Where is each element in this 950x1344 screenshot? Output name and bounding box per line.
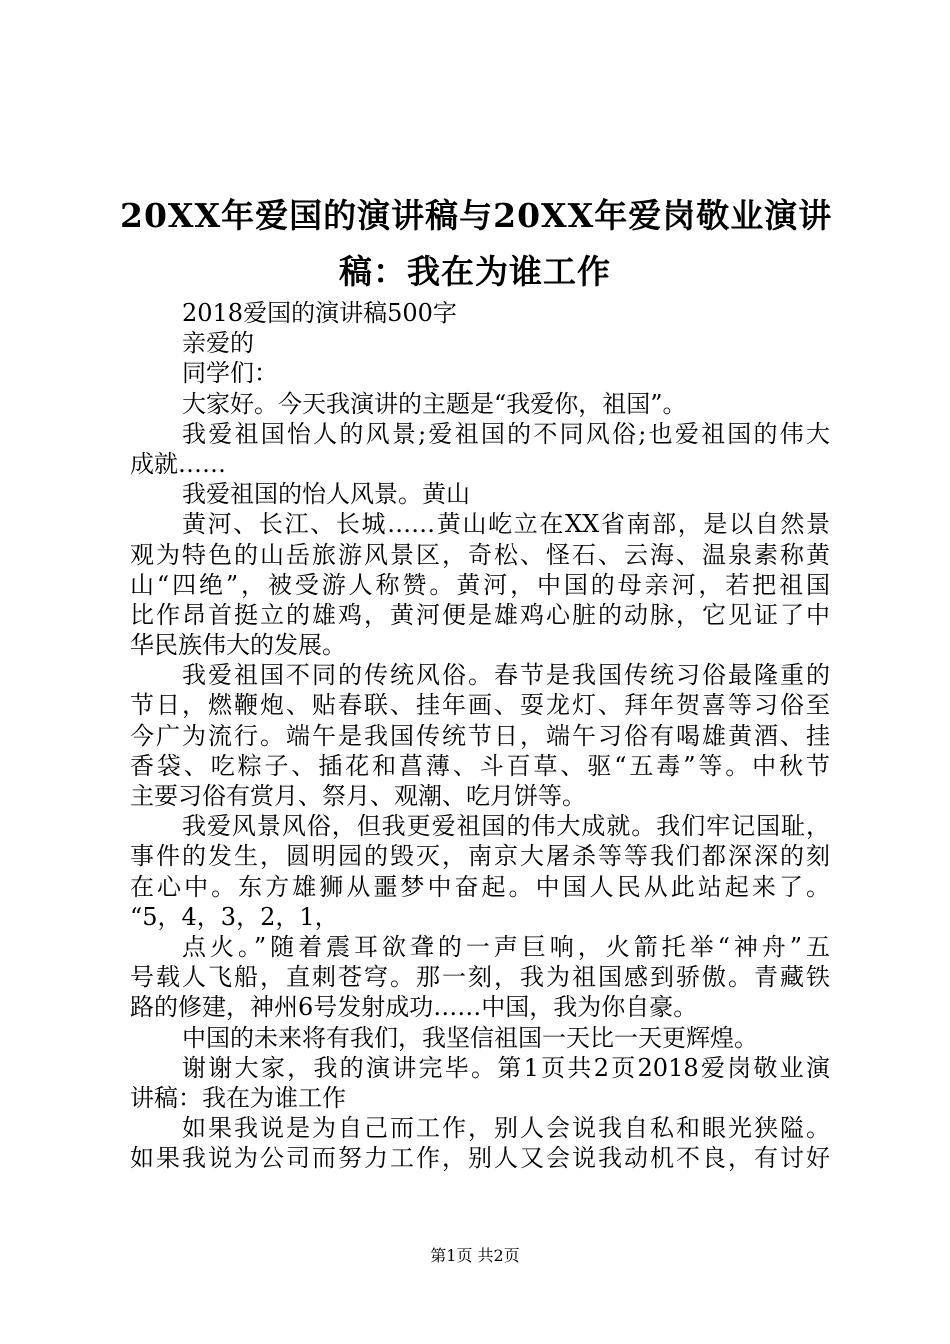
text-line: 我爱祖国不同的传统风俗。春节是我国传统习俗最隆重的 bbox=[182, 661, 830, 690]
text-line: 香袋、吃粽子、插花和菖薄、斗百草、驱“五毒”等。中秋节 bbox=[130, 751, 830, 780]
text-line: 观为特色的山岳旅游风景区，奇松、怪石、云海、温泉素称黄 bbox=[130, 540, 830, 569]
text-line: 同学们： bbox=[182, 359, 278, 388]
document-title-line-1: 20XX年爱国的演讲稿与20XX年爱岗敬业演讲 bbox=[120, 196, 833, 235]
text-line: 成就…… bbox=[130, 449, 226, 478]
text-line: 路的修建，神州6号发射成功……中国，我为你自豪。 bbox=[130, 993, 698, 1022]
text-line: 如果我说是为自己而工作，别人会说我自私和眼光狭隘。 bbox=[182, 1114, 830, 1143]
text-line: 主要习俗有赏月、祭月、观潮、吃月饼等。 bbox=[130, 782, 586, 810]
text-line: 黄河、长江、长城……黄山屹立在XX省南部，是以自然景 bbox=[182, 510, 830, 539]
text-line: 号载人飞船，直刺苍穹。那一刻，我为祖国感到骄傲。青藏铁 bbox=[130, 963, 830, 992]
text-line: 在心中。东方雄狮从噩梦中奋起。中国人民从此站起来了。 bbox=[130, 872, 830, 901]
text-line: 华民族伟大的发展。 bbox=[130, 631, 346, 660]
text-line: 如果我说为公司而努力工作，别人又会说我动机不良，有讨好 bbox=[130, 1144, 830, 1173]
text-line: 中国的未来将有我们，我坚信祖国一天比一天更辉煌。 bbox=[182, 1023, 758, 1052]
document-body bbox=[130, 298, 830, 1173]
text-line: 谢谢大家，我的演讲完毕。第1页共2页2018爱岗敬业演 bbox=[182, 1053, 830, 1082]
document-title-line-2: 稿：我在为谁工作 bbox=[339, 252, 611, 291]
text-line: 亲爱的 bbox=[182, 329, 254, 358]
page-footer: 第1页 共2页 bbox=[430, 1246, 520, 1265]
text-line: 比作昂首挺立的雄鸡，黄河便是雄鸡心脏的动脉，它见证了中 bbox=[130, 600, 830, 629]
text-line: 节日，燃鞭炮、贴春联、挂年画、耍龙灯、拜年贺喜等习俗至 bbox=[130, 691, 830, 720]
text-line: 我爱祖国怡人的风景;爱祖国的不同风俗;也爱祖国的伟大 bbox=[182, 419, 830, 448]
text-line: 今广为流行。端午是我国传统节日，端午习俗有喝雄黄酒、挂 bbox=[130, 721, 830, 750]
text-line: 我爱祖国的怡人风景。黄山 bbox=[182, 480, 470, 509]
text-line: “5，4，3，2，1， bbox=[130, 902, 339, 931]
text-line: 讲稿：我在为谁工作 bbox=[130, 1083, 346, 1112]
text-line: 点火。”随着震耳欲聋的一声巨响，火箭托举“神舟”五 bbox=[182, 932, 830, 961]
text-line: 2018爱国的演讲稿500字 bbox=[182, 299, 457, 327]
text-line: 山“四绝”，被受游人称赞。黄河，中国的母亲河，若把祖国 bbox=[130, 570, 830, 599]
text-line: 事件的发生，圆明园的毁灭，南京大屠杀等等我们都深深的刻 bbox=[130, 842, 830, 871]
text-line: 大家好。今天我演讲的主题是“我爱你，祖国”。 bbox=[182, 389, 687, 418]
text-line: 我爱风景风俗，但我更爱祖国的伟大成就。我们牢记国耻， bbox=[182, 812, 830, 841]
